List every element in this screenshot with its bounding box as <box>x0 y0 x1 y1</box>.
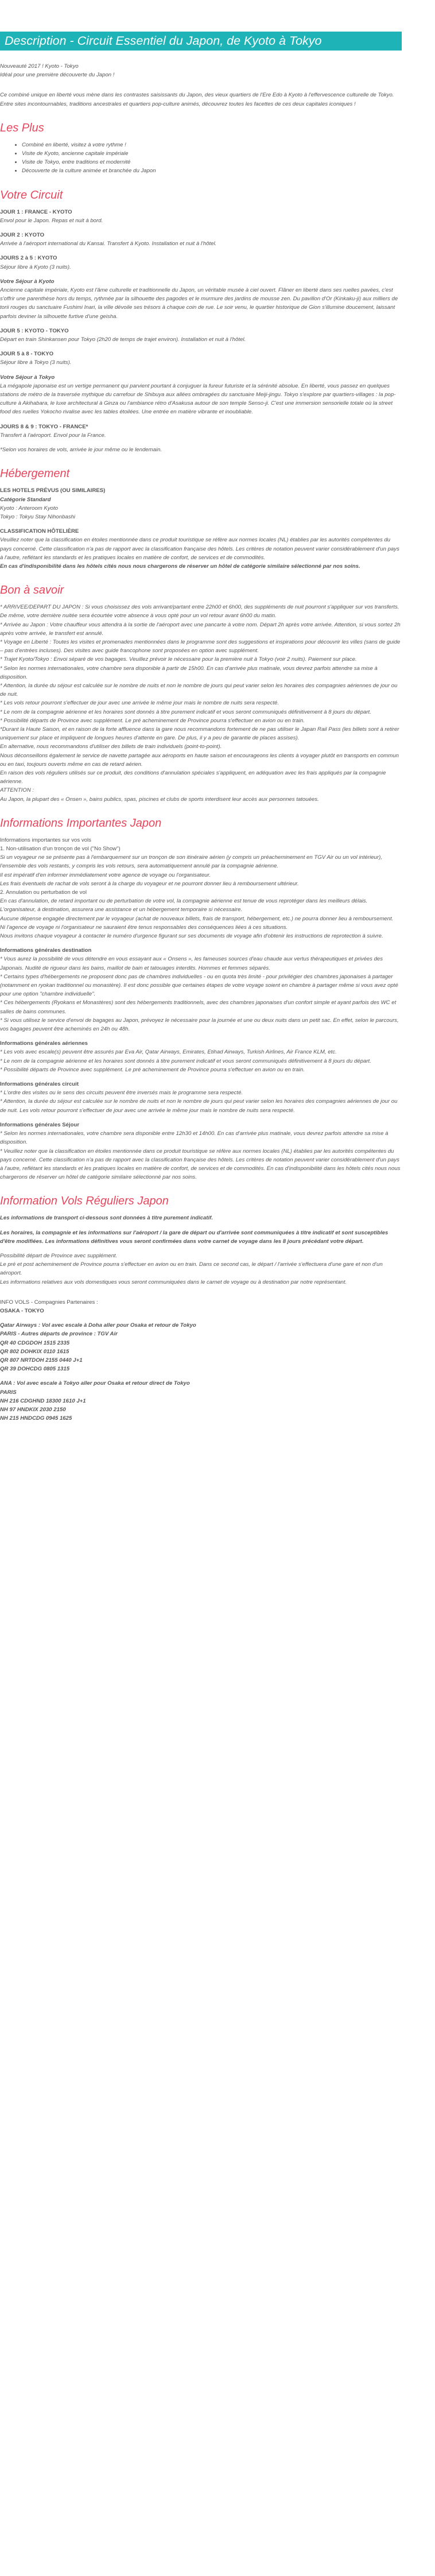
vols-line: Possibilité départ de Province avec supplément. <box>0 1252 118 1259</box>
savoir-heading: Bon à savoir <box>0 584 64 597</box>
content <box>0 62 402 1423</box>
tokyo-title: Votre Séjour à Tokyo <box>0 374 55 381</box>
hotels-heading: LES HOTELS PRÉVUS (OU SIMILAIRES) <box>0 487 106 494</box>
info-line: Il est impératif d'en informer immédiatement votre agence de voyage ou l'organisateur. <box>0 871 211 878</box>
classification-note: En cas d'indisponibilité dans les hôtels cités nous nous chargerons de réserver un hôtel de catégorie similaire sélectionné par nos soins. <box>0 563 360 570</box>
tokyo-desc: La mégapole japonaise est un vertige permanent qui parvient pourtant à conjuguer la fureur futuriste et la sérénité absolue. En liberté, vous passez en quelques stations de métro de la traversée mythique du carrefour de Shibuya aux allées ombragées du sanctuaire Meiji-jingu. Tokyo s'explore par quartiers-villages : la pop-culture à Akihabara, le luxe architectural à Ginza ou l'ambiance rétro d'Asakusa autour de son temple Senso-ji. C'est une immersion sensorielle totale où la street food des ruelles Yokocho rivalise avec les tables étoilées. Une entrée en matière vibrante et inoubliable. <box>0 382 396 416</box>
day-desc: Transfert à l'aéroport. Envol pour la France. <box>0 432 106 439</box>
info-line: 2. Annulation ou perturbation de vol <box>0 889 87 896</box>
savoir-para: ATTENTION : <box>0 787 34 794</box>
savoir-para: * Le nom de la compagnie aérienne et les horaires sont donnés à titre purement indicatif et vous seront communiqués définitivement à 8 jours du départ. <box>0 708 371 715</box>
info-line: Informations importantes sur vos vols <box>0 836 91 843</box>
vols-heading: Information Vols Réguliers Japon <box>0 1195 169 1208</box>
plus-item: • Visite de Kyoto, ancienne capitale impériale <box>22 149 402 158</box>
info-line: * Si vous utilisez le service d'envoi de bagages au Japon, prévoyez le nécessaire pour la journée et une ou deux nuits dans un petit sac. En effet, selon le parcours, vos bagages peuvent être acheminés en 24h ou 48h. <box>0 1017 399 1033</box>
savoir-para: * Voyage en Liberté : Toutes les visites et promenades mentionnées dans le programme sont des suggestions et inspirations pour découvrir les villes (sans de guide – pas d'entrées incluses). Des visites avec guide francophone sont proposées en option avec supplément. <box>0 638 401 654</box>
info-subtitle: Informations générales destination <box>0 947 92 954</box>
plus-item: • Visite de Tokyo, entre traditions et modernité <box>22 158 402 166</box>
savoir-para: * ARRIVEE/DEPART DU JAPON : Si vous choisissez des vols arrivant/partant entre 22h00 et 6h00, des suppléments de nuit pourront s'appliquer sur vos transferts. De même, votre dernière nuitée sera écourtée votre absence à vous opté pour un vol retour avant 6h00 du matin. <box>0 604 399 619</box>
day-desc: Arrivée à l'aéroport international du Kansai. Transfert à Kyoto. Installation et nuit à l'hôtel. <box>0 241 217 247</box>
info-line: L'organisateur, à destination, assurera une assistance et un hébergement temporaire si nécessaire. <box>0 907 243 913</box>
flight-line: NH 97 HNDKIX 2030 2150 <box>0 1406 66 1413</box>
savoir-para: * Selon les normes internationales, votre chambre sera disponible à partir de 15h00. En cas d'arrivée plus matinale, vous devrez parfois attendre sa mise à disposition. <box>0 665 378 680</box>
info-line: Ni l'agence de voyage ni l'organisateur ne sauraient être tenus responsables des conséquences liées à ces situations. <box>0 924 288 931</box>
savoir-para: * Possibilité départs de Province avec supplément. Le pré acheminement de Province pourra s'effectuer en avion ou en train. <box>0 717 305 724</box>
qatar-title: Qatar Airways : Vol avec escale à Doha aller pour Osaka et retour de Tokyo <box>0 1322 196 1329</box>
info-vols-route: OSAKA - TOKYO <box>0 1307 44 1314</box>
plus-list <box>0 141 402 176</box>
info-vols-title: INFO VOLS - Compagnies Partenaires : <box>0 1299 98 1306</box>
info-line: Aucune dépense engagée directement par le voyageur (achat de nouveaux billets, frais de transport, hébergement, etc.) ne pourra donner lieu à remboursement. <box>0 915 394 922</box>
info-line: 1. Non-utilisation d'un tronçon de vol ("No Show") <box>0 846 121 852</box>
vols-line: Le pré et post acheminement de Province pourra s'effectuer en avion ou en train. Dans ce second cas, le départ / l'arrivée s'effectuera d'une gare et non d'un aéroport. <box>0 1261 383 1277</box>
savoir-para: * Les vols retour pourront s'effectuer de jour avec une arrivée le même jour mais le nombre de nuits sera respecté. <box>0 700 279 707</box>
page-title: Description - Circuit Essentiel du Japon, de Kyoto à Tokyo <box>0 32 402 51</box>
day-title: JOUR 2 : KYOTO <box>0 232 45 239</box>
plus-item: • Découverte de la culture animée et branchée du Japon <box>22 166 402 175</box>
vols-notice: Les informations de transport ci-dessous sont données à titre purement indicatif. <box>0 1215 213 1222</box>
intro-line-1: Nouveauté 2017 ! Kyoto - Tokyo <box>0 63 79 69</box>
flight-line: QR 807 NRTDOH 2155 0440 J+1 <box>0 1357 83 1363</box>
intro-paragraph: Ce combiné unique en liberté vous mène dans les contrastes saisissants du Japon, des vieux quartiers de l'Ere Edo à Kyoto à l'effervescence culturelle de Tokyo. Entre sites incontournables, traditions ancestrales et quartiers pop-culture animés, découvrez toutes les facettes de ces deux capitales iconiques ! <box>0 92 394 107</box>
savoir-para: * Attention, la durée du séjour est calculée sur le nombre de nuits et non le nombre de jours qui peut varier selon les horaires des compagnies aériennes de jour ou de nuit. <box>0 682 398 698</box>
intro-line-2: Idéal pour une première découverte du Japon ! <box>0 72 115 79</box>
kyoto-title: Votre Séjour à Kyoto <box>0 278 55 285</box>
info-subtitle: Informations générales circuit <box>0 1081 79 1088</box>
day-title: JOURS 2 à 5 : KYOTO <box>0 255 57 262</box>
vols-notice: Les horaires, la compagnie et les informations sur l'aéroport / la gare de départ ou d'arrivée sont communiquées à titre indicatif et sont susceptibles d'être modifiées. Les informations définitives vous seront confirmées dans votre carnet de voyage dans les 8 jours précédant votre départ. <box>0 1229 389 1245</box>
hotel-tokyo: Tokyo : Tokyu Stay Nihonbashi <box>0 513 76 520</box>
savoir-para: En raison des vols réguliers utilisés sur ce produit, des conditions d'annulation spéciales s'appliquent, en adéquation avec les frais appliqués par la compagnie aérienne. <box>0 769 386 785</box>
savoir-para: En alternative, nous recommandons d'utiliser des billets de train individuels (point-to-point). <box>0 743 222 750</box>
flight-line: QR 39 DOHCDG 0805 1315 <box>0 1366 70 1373</box>
info-line: * Veuillez noter que la classification en étoiles mentionnée dans ce produit touristique se réfère aux normes locales (NL) établies par les autorités compétentes du pays concerné. Cette classification n'a pas de rapport avec la classification française des hôtels. Les critères de notation peuvent varier considérablement d'un pays à l'autre, reflétant les standards et les pratiques locales en matière de confort, de services et de commodités. En cas d'indisponibilité dans les hôtels cités nous nous chargerons de réserver un hôtel de catégorie similaire sélectionné par nos soins. <box>0 1148 401 1181</box>
day-title: JOUR 5 à 8 - TOKYO <box>0 351 54 358</box>
info-line: * Vous aurez la possibilité de vous détendre en vous essayant aux « Onsens », les fameuses sources d'eau chaude aux vertus thérapeutiques et privées des Japonais. Nudité de rigueur dans les bains, maillot de bain et tatouages interdits. Hommes et femmes séparés. <box>0 956 383 971</box>
day-desc: Séjour libre à Kyoto (3 nuits). <box>0 264 71 270</box>
day-desc: Séjour libre à Tokyo (3 nuits). <box>0 359 72 366</box>
savoir-para: Au Japon, la plupart des « Onsen », bains publics, spas, piscines et clubs de sports interdisent leur accès aux personnes tatouées. <box>0 796 319 803</box>
flight-line: NH 216 CDGHND 18300 1610 J+1 <box>0 1397 86 1404</box>
day-desc: Envol pour le Japon. Repas et nuit à bord. <box>0 217 103 224</box>
flight-line: QR 802 DOHKIX 0110 1615 <box>0 1348 69 1355</box>
circuit-heading: Votre Circuit <box>0 188 63 202</box>
info-line: Nous invitons chaque voyageur à contacter le numéro d'urgence figurant sur ses documents de voyage afin d'obtenir les instructions de reprotection à suivre. <box>0 933 383 940</box>
plus-heading: Les Plus <box>0 121 44 134</box>
flight-line: QR 40 CDGDOH 1515 2335 <box>0 1339 70 1346</box>
info-line: Les frais éventuels de rachat de vols seront à la charge du voyageur et ne pourront donner lieu à remboursement ultérieur. <box>0 880 299 887</box>
day-title: JOUR 1 : FRANCE - KYOTO <box>0 208 72 215</box>
info-line: En cas d'annulation, de retard important ou de perturbation de votre vol, la compagnie aérienne est tenue de vous reprotéger dans les meilleurs délais. <box>0 898 368 905</box>
ana-title: ANA : Vol avec escale à Tokyo aller pour Osaka et retour direct de Tokyo <box>0 1380 190 1387</box>
ana-sub: PARIS <box>0 1389 17 1396</box>
importantes-heading: Informations Importantes Japon <box>0 816 162 830</box>
savoir-para: Nous déconseillons également le service de navette partagée aux aéroports en haute saison et encourageons les clients à voyager plutôt en transports en commun ou en taxi, toujours ouverts même en cas de retard aérien. <box>0 752 399 768</box>
classification-title: CLASSIFICATION HÔTELIÈRE <box>0 528 79 535</box>
info-line: * Certains types d'hébergements ne proposent donc pas de chambres individuelles - ou en quota très limité - pour privilégier des chambres japonaises à partager (notamment en ryokan traditionnel ou monastère). Il est donc possible que certaines étapes de votre voyage soient en chambre à partager même si vous avez opté pour une option "chambre individuelle". <box>0 973 398 998</box>
info-line: * Le nom de la compagnie aérienne et les horaires sont donnés à titre purement indicatif et vous seront communiqués définitivement à 8 jours du départ. <box>0 1057 371 1064</box>
hotel-kyoto: Kyoto : Anteroom Kyoto <box>0 505 58 512</box>
info-subtitle: Informations générales aériennes <box>0 1040 88 1047</box>
savoir-para: * Arrivée au Japon : Votre chauffeur vous attendra à la sortie de l'aéroport avec une pancarte à votre nom. Départ 2h après votre arrivée. Attention, si vous sortez 2h après votre arrivée, le transfert est annulé. <box>0 621 401 637</box>
day-title: JOUR 5 : KYOTO - TOKYO <box>0 327 69 334</box>
hebergement-heading: Hébergement <box>0 467 70 481</box>
kyoto-desc: Ancienne capitale impériale, Kyoto est l'âme culturelle et traditionnelle du Japon, un véritable musée à ciel ouvert. Flâner en liberté dans ses ruelles pavées, c'est s'offrir une parenthèse hors du temps, rythmée par la silhouette des pagodes et le murmure des jardins de mousse zen. Du pavillon d'Or (Kinkaku-ji) aux milliers de torii rouges du sanctuaire Fushimi Inari, la ville dévoile ses trésors à chaque coin de rue. Le soir venu, le quartier historique de Gion s'illumine doucement, laissant parfois deviner la silhouette furtive d'une geisha. <box>0 287 398 320</box>
hotel-category: Catégorie Standard <box>0 496 51 503</box>
savoir-para: * Trajet Kyoto/Tokyo : Envoi séparé de vos bagages. Veuillez prévoir le nécessaire pour la première nuit à Tokyo (voir 2 nuits). Paiement sur place. <box>0 656 357 663</box>
info-line: * Ces hébergements (Ryokans et Monastères) sont des hébergements traditionnels, avec des chambres japonaises d'un confort simple et ayant parfois des WC et salles de bains communes. <box>0 1000 397 1015</box>
flight-line: NH 215 HNDCDG 0945 1625 <box>0 1415 72 1422</box>
vols-line: Les informations relatives aux vols domestiques vous seront communiquées dans le carnet de voyage ou à destination par notre représentant. <box>0 1279 347 1285</box>
classification-desc: Veuillez noter que la classification en étoiles mentionnée dans ce produit touristique se réfère aux normes locales (NL) établies par les autorités compétentes du pays concerné. Cette classification n'a pas de rapport avec la classification française des hôtels. Les critères de notation peuvent varier considérablement d'un pays à l'autre, reflétant les standards et les pratiques locales en matière de confort, de services et de commodités. <box>0 537 399 561</box>
info-line: * L'ordre des visites ou le sens des circuits peuvent être inversés mais le programme sera respecté. <box>0 1090 243 1097</box>
savoir-para: *Durant la Haute Saison, et en raison de la forte affluence dans la gare nous recommandons fortement de ne pas utiliser le Japan Rail Pass (les billets sont à retirer uniquement sur place et impliquent de longues heures d'attente en gare. De plus, il y a peu de garantie de places assises). <box>0 726 399 742</box>
info-line: * Attention, la durée du séjour est calculée sur le nombre de nuits et non le nombre de jours qui peut varier selon les horaires des compagnies aériennes de jour ou de nuit. Les vols retour pourront s'effectuer de jour avec une arrivée le même jour mais le nombre de nuits sera respecté. <box>0 1098 398 1114</box>
qatar-sub: PARIS - Autres départs de province : TGV Air <box>0 1331 118 1338</box>
day-desc: Départ en train Shinkansen pour Tokyo (2h20 de temps de trajet environ). Installation et nuit à l'hôtel. <box>0 336 246 343</box>
info-line: * Les vols avec escale(s) peuvent être assurés par Eva Air, Qatar Airways, Emirates, Etihad Airways, Turkish Airlines, Air France KLM, etc. <box>0 1049 337 1056</box>
info-line: Si un voyageur ne se présente pas à l'embarquement sur un tronçon de son itinéraire aérien (y compris un préacheminement en TGV Air ou un vol intérieur), l'ensemble des vols restants, y compris les vols retours, sera automatiquement annulé par la compagnie aérienne. <box>0 854 382 870</box>
info-line: * Selon les normes internationales, votre chambre sera disponible entre 12h30 et 14h00. En cas d'arrivée plus matinale, vous devrez parfois attendre sa mise à disposition. <box>0 1130 389 1146</box>
info-subtitle: Informations générales Séjour <box>0 1121 80 1128</box>
plus-item: • Combiné en liberté, visitez à votre rythme ! <box>22 141 402 149</box>
day-title: JOURS 8 & 9 : TOKYO - FRANCE* <box>0 423 88 430</box>
info-line: * Possibilité départs de Province avec supplément. Le pré acheminement de Province pourra s'effectuer en avion ou en train. <box>0 1066 305 1073</box>
circuit-note: *Selon vos horaires de vols, arrivée le jour même ou le lendemain. <box>0 447 162 454</box>
